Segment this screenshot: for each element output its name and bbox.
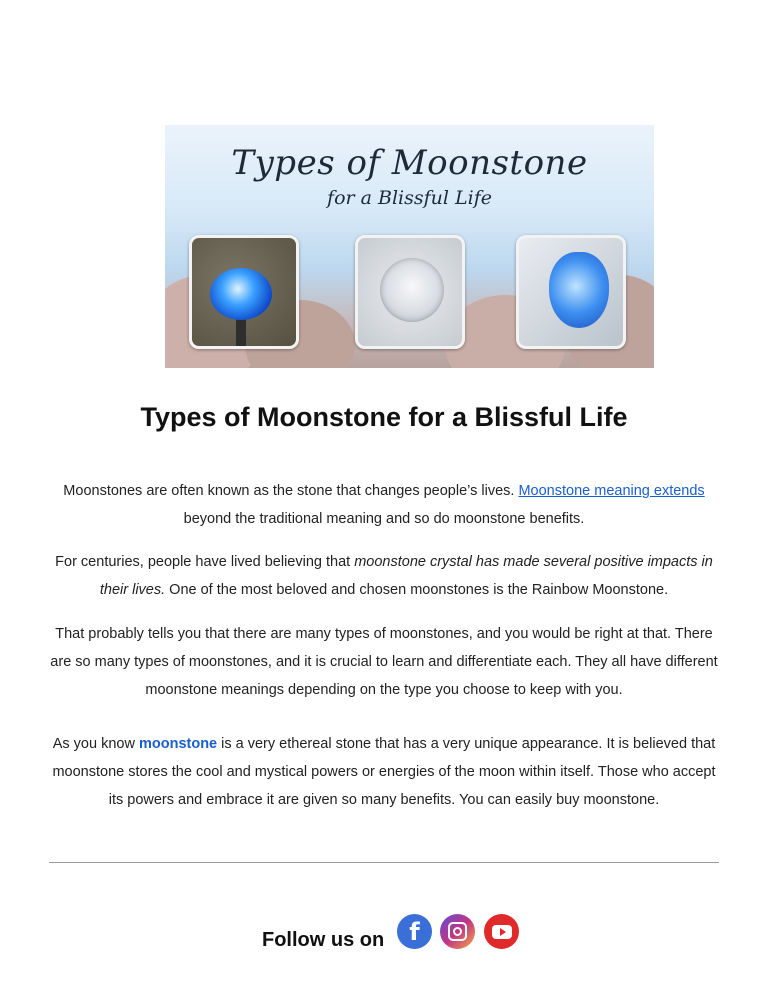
banner-title: Types of Moonstone [231,143,588,183]
banner-image [165,125,654,368]
divider [49,862,719,863]
page-title: Types of Moonstone for a Blissful Life [140,402,628,432]
facebook-icon[interactable]: f [397,914,432,949]
moonstone-link[interactable]: moonstone [138,736,218,752]
crescent-moonstone-photo [516,235,626,349]
banner-subtitle: for a Blissful Life [327,187,492,209]
italic-phrase: moonstone crystal has made several positive impacts in their lives. [99,554,713,598]
rainbow-moonstone-photo [189,235,299,349]
youtube-icon[interactable] [484,914,519,949]
moonstone-meaning-link[interactable]: Moonstone meaning extends [518,483,705,499]
follow-us-label: Follow us on [262,929,385,951]
ethereal-paragraph: As you know moonstone is a very ethereal stone that has a very unique appearance. It is believed that moonstone stores the cool and mystical powers or energies of the moon within itself. Those who accept its powers and embrace it are given so many benefits. You can easily buy moonstone. [52,736,716,808]
centuries-paragraph: For centuries, people have lived believing that moonstone crystal has made several positive impacts in their lives. One of the most beloved and chosen moonstones is the Rainbow Moonstone. [55,554,713,598]
instagram-icon[interactable] [440,914,475,949]
white-moonstone-photo [355,235,465,349]
intro-paragraph: Moonstones are often known as the stone that changes people’s lives. Moonstone meaning extends beyond the traditional meaning and so do moonstone benefits. [63,483,705,527]
types-paragraph: That probably tells you that there are many types of moonstones, and you would be right at that. There are so many types of moonstones, and it is crucial to learn and differentiate each. They all have different moonstone meanings depending on the type you choose to keep with you. [50,626,718,698]
